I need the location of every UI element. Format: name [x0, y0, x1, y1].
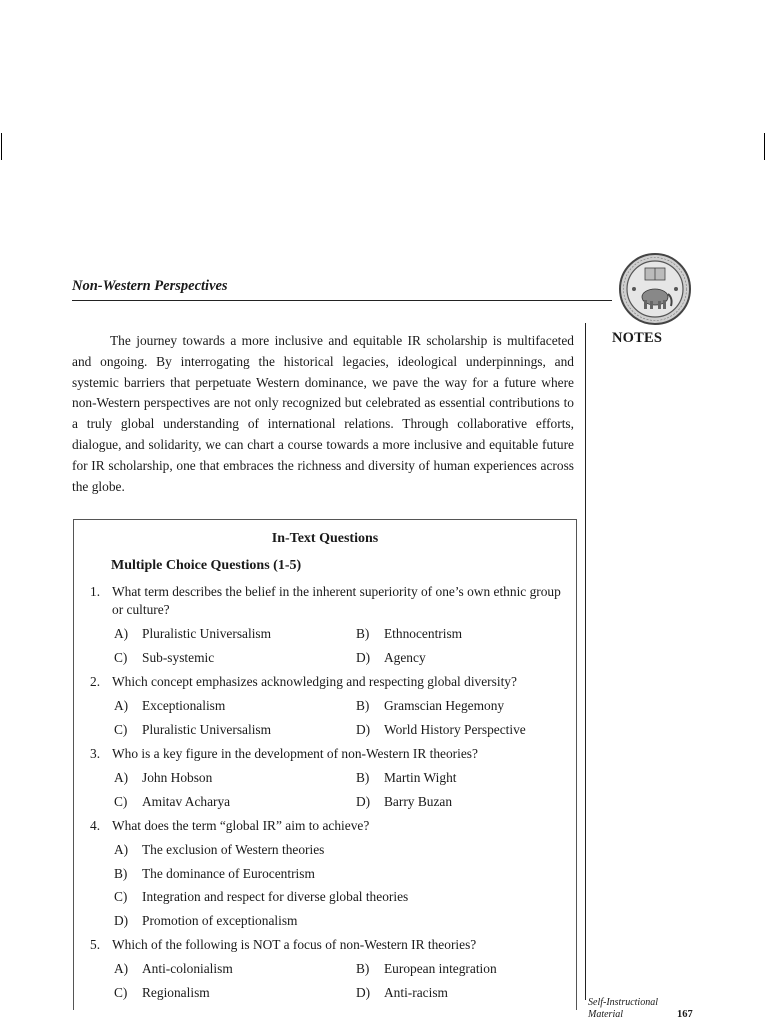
options-4 [114, 841, 568, 930]
option-letter: B) [114, 865, 128, 881]
option-letter: D) [356, 721, 371, 737]
option [114, 841, 592, 860]
question-3 [90, 745, 568, 763]
option-text: Martin Wight [384, 770, 457, 785]
questions-title: In-Text Questions [271, 531, 379, 546]
question-text: Which of the following is NOT a focus of non-Western IR theories? [112, 937, 477, 952]
option-text: Exceptionalism [142, 698, 226, 713]
body-paragraph: The journey towards a more inclusive and equitable IR scholarship is multifaceted and ongoing. By interrogating the historical legacies, ideological underpinnings, and systemic barriers that perpetuate Western dominance, we pave the way for a future where non-Western perspectives are not only recognized but celebrated as essential contributions to a truly global understanding of international relations. Through collaborative efforts, dialogue, and solidarity, we can chart a course towards a more inclusive and equitable future for IR scholarship, one that embraces the richness and diversity of human experiences across the globe. [72, 333, 574, 494]
option-text: Amitav Acharya [142, 793, 231, 809]
questions-subtitle: Multiple Choice Questions (1-5) [111, 558, 302, 573]
footer-label [588, 997, 658, 1021]
option [356, 769, 592, 788]
option-letter: C) [114, 649, 128, 665]
page-number: 167 [677, 1009, 693, 1020]
option-text: Promotion of exceptionalism [142, 912, 298, 928]
option-letter: A) [114, 961, 129, 976]
option-letter: B) [356, 698, 370, 713]
crop-mark-left [1, 133, 2, 160]
question-number: 2. [90, 674, 101, 689]
question-text: What term describes the belief in the inherent superiority of one’s own ethnic group or culture? [112, 584, 561, 617]
in-text-questions-box [73, 519, 577, 1010]
footer-line-2: Material [588, 1009, 623, 1020]
question-2 [90, 673, 568, 691]
option [114, 793, 356, 812]
option-letter: C) [114, 721, 128, 737]
crop-mark-right [764, 133, 765, 160]
running-title: Non-Western Perspectives [72, 278, 228, 294]
university-seal-icon [613, 252, 697, 326]
option [114, 865, 592, 884]
option [356, 649, 592, 668]
options-2 [114, 697, 568, 739]
question-text: Who is a key figure in the development of non-Western IR theories? [112, 746, 478, 761]
option-text: Integration and respect for diverse global theories [142, 889, 409, 904]
question-5 [90, 936, 568, 954]
option-text: Regionalism [142, 984, 210, 1000]
option-letter: C) [114, 984, 128, 1000]
option-text: Pluralistic Universalism [142, 626, 272, 641]
option [356, 697, 592, 716]
option-letter: D) [356, 649, 371, 665]
option-text: Agency [384, 649, 426, 665]
question-4 [90, 817, 568, 835]
option [356, 984, 592, 1003]
option-text: Anti-colonialism [142, 961, 233, 976]
option-text: Ethnocentrism [384, 626, 463, 641]
option-text: Pluralistic Universalism [142, 721, 272, 737]
option [356, 625, 592, 644]
option-letter: A) [114, 626, 129, 641]
option [356, 960, 592, 979]
question-number: 1. [90, 584, 101, 599]
option [114, 721, 356, 740]
option [114, 625, 356, 644]
header-rule [72, 300, 612, 301]
option [114, 960, 356, 979]
option-letter: D) [356, 984, 371, 1000]
option-text: European integration [384, 961, 497, 976]
options-3 [114, 769, 568, 811]
option [114, 888, 592, 907]
option-text: Anti-racism [384, 984, 448, 1000]
option-text: The dominance of Eurocentrism [142, 865, 315, 881]
option-text: Sub-systemic [142, 649, 215, 665]
option-letter: D) [114, 912, 129, 928]
options-1 [114, 625, 568, 667]
option-text: John Hobson [142, 770, 213, 785]
question-number: 5. [90, 937, 101, 952]
option [114, 649, 356, 668]
option [114, 769, 356, 788]
option-letter: A) [114, 842, 129, 857]
option-letter: D) [356, 793, 371, 809]
question-text: What does the term “global IR” aim to achieve? [112, 818, 370, 833]
option [356, 721, 592, 740]
option-letter: A) [114, 770, 129, 785]
question-number: 3. [90, 746, 101, 761]
option-text: The exclusion of Western theories [142, 842, 325, 857]
option-letter: B) [356, 626, 370, 641]
option [114, 984, 356, 1003]
option [114, 912, 592, 931]
option-text: Barry Buzan [384, 793, 453, 809]
question-number: 4. [90, 818, 101, 833]
options-5 [114, 960, 568, 1002]
option [114, 697, 356, 716]
option [356, 793, 592, 812]
option-letter: B) [356, 961, 370, 976]
option-letter: C) [114, 793, 128, 809]
option-letter: B) [356, 770, 370, 785]
option-letter: A) [114, 698, 129, 713]
option-text: World History Perspective [384, 721, 526, 737]
question-text: Which concept emphasizes acknowledging and respecting global diversity? [112, 674, 517, 689]
notes-label: NOTES [612, 330, 663, 346]
footer-line-1: Self-Instructional [588, 997, 658, 1008]
question-list [90, 583, 568, 1008]
question-1 [90, 583, 568, 619]
option-text: Gramscian Hegemony [384, 698, 505, 713]
option-letter: C) [114, 889, 128, 904]
